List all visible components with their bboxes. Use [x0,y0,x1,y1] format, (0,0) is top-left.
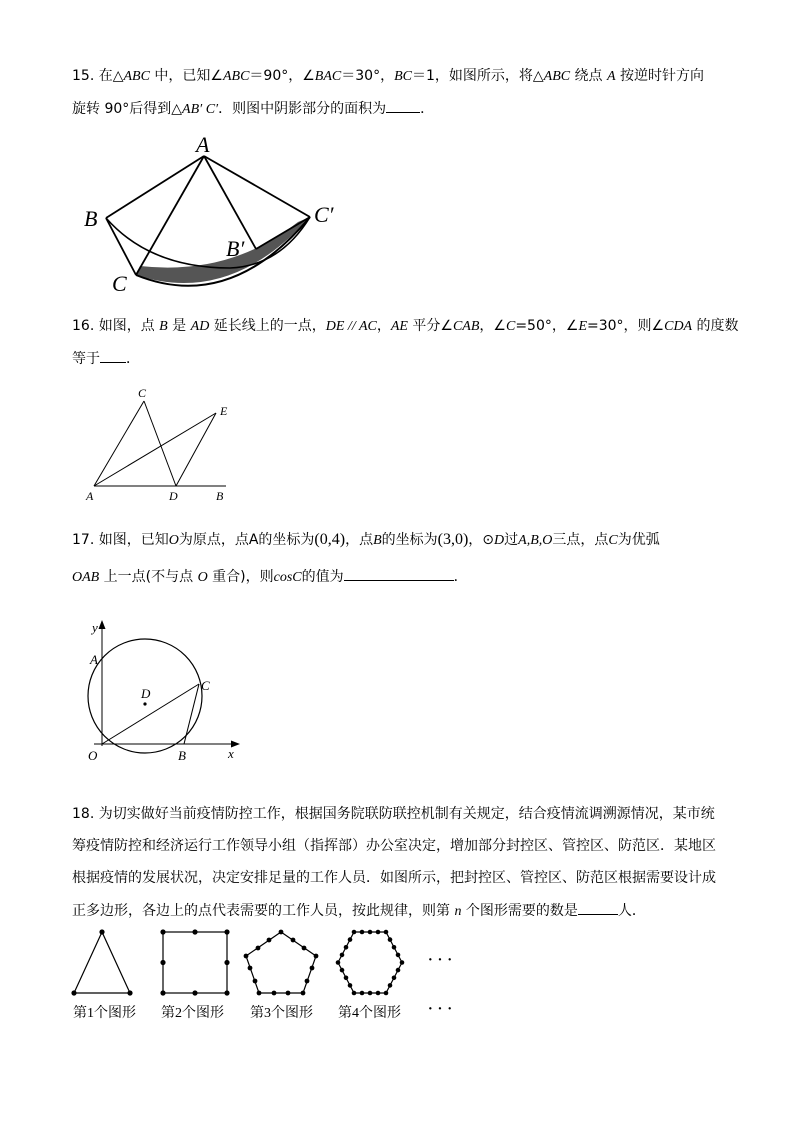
chord-OC [102,684,199,744]
label-C: C [112,271,127,296]
q16-math: DE // AC [325,319,377,334]
q17-text: ，点 [345,532,374,548]
dot [127,990,132,995]
q17-text: ，⊙ [468,532,495,548]
q15-text: 旋转 90°后得到△ [72,101,183,117]
q18-line-2 [72,836,716,856]
ellipsis: ··· [427,949,456,971]
caption-4: 第4个图形 [338,1006,401,1021]
label-A: A [90,652,98,667]
q15-text: ＝90°，∠ [249,68,315,84]
polygon-hexagon [338,932,402,993]
q17-math: O [168,533,179,548]
q15-text: ＝30°， [341,68,395,84]
q15-text: 中，已知∠ [149,68,223,84]
q16-text: 如图，点 [98,318,160,334]
q15-text: 按逆时针方向 [615,68,705,84]
q15-text: 在△ [98,68,124,84]
caption-3: 第3个图形 [250,1006,313,1021]
q16-text: 延长线上的一点， [209,318,326,334]
q17-math: A,B,O [518,533,553,548]
q18-line-4 [72,900,646,922]
q15-math: ABC [123,69,150,84]
answer-blank [100,348,126,363]
q18-text: 根据疫情的发展状况，决定安排足量的工作人员．如图所示，把封控区、管控区、防范区根据需要设计成 [72,870,716,886]
chord-CB [184,684,199,744]
q17-figure [84,616,254,766]
q16-figure [80,380,240,505]
label-B: B [84,206,98,231]
pentagon-dots [244,930,319,996]
q15-text: ．则图中阴影部分的面积为 [218,101,387,117]
polygon-triangle [74,932,130,993]
q15-math: ABC [222,69,250,84]
q17-text: 的坐标为 [381,532,438,548]
q17-math: (3,0) [437,531,469,548]
point-D [143,702,146,705]
q16-math: AE [390,319,408,334]
q15-figure [80,128,350,298]
answer-blank [344,566,454,581]
label-E: E [220,404,228,418]
caption-2: 第2个图形 [161,1006,224,1021]
q16-math: CAB [452,319,480,334]
q16-number: 16. [72,318,95,334]
q17-text: ． [453,569,468,585]
q16-text: ， [376,318,391,334]
q18-number: 18. [72,806,95,822]
q16-math: B [159,319,168,334]
q15-math: AB′ C′ [182,102,219,117]
q16-line-2 [72,348,140,369]
q15-line-2 [72,98,434,120]
label-A: A [86,489,94,503]
y-arrow [99,620,106,629]
label-A: A [196,132,210,157]
segment-AC1 [204,156,310,217]
polygon-pentagon [246,932,316,993]
label-C: C [138,386,147,400]
q18-line-3 [72,868,716,888]
q16-text: ，∠ [479,318,506,334]
q16-line-1 [72,316,739,337]
q15-math: A [607,69,616,84]
q16-math: CDA [664,319,693,334]
hexagon-dots [336,930,405,996]
q17-text: 上一点(不与点 [99,569,198,585]
q18-text: 个图形需要的数是 [461,903,578,919]
q17-text: 重合)，则 [207,569,274,585]
q16-text: 的度数 [692,318,739,334]
q18-text: 为切实做好当前疫情防控工作，根据国务院联防联控机制有关规定，结合疫情流调溯源情况，某市统 [98,806,715,822]
q15-text: ． [420,101,435,117]
q17-math: O [197,570,208,585]
q16-text: ． [126,351,140,367]
segment-AB [106,156,204,218]
q16-text: 等于 [72,351,100,367]
label-D: D [141,686,151,701]
label-B: B [178,748,186,763]
q15-text: 绕点 [570,68,608,84]
q17-math: D [494,533,505,548]
q18-text: 筹疫情防控和经济运行工作领导小组（指挥部）办公室决定，增加部分封控区、管控区、防范区．某地区 [72,838,716,854]
q18-figure [60,920,480,1010]
q16-text: 平分∠ [407,318,453,334]
line-AE [94,413,216,486]
q17-math: OAB [72,570,100,585]
q18-text: 人． [617,903,646,919]
line-AC [94,401,144,486]
dot [71,990,76,995]
q18-text: 正多边形，各边上的点代表需要的工作人员，按此规律，则第 [72,903,455,919]
q15-math: BC [394,69,412,84]
segment-AC [136,156,204,275]
label-y: y [92,620,98,635]
q17-math: C [608,533,618,548]
label-D: D [169,489,178,503]
q17-text: 三点，点 [552,532,609,548]
q15-number: 15. [72,68,95,84]
q16-text: =30°，则∠ [587,318,665,334]
q17-line-2 [72,566,468,588]
q17-text: 过 [504,532,519,548]
shaded-region-fill [136,217,310,283]
label-O: O [88,748,98,763]
polygon-square [163,932,227,993]
q16-text: =50°，∠ [515,318,579,334]
q15-line-1 [72,66,704,87]
answer-blank [578,900,618,915]
q17-math: (0,4) [314,531,346,548]
q15-text: ＝1，如图所示，将△ [411,68,544,84]
q17-text: 如图，已知 [98,532,169,548]
label-B1: B′ [226,236,245,261]
caption-1: 第1个图形 [73,1006,136,1021]
q16-math: AD [190,319,210,334]
line-CD [144,401,176,486]
label-C1: C′ [314,202,334,227]
dot [99,929,104,934]
q16-math: E [578,319,587,334]
square-dots [160,929,229,995]
caption-ellipsis: ··· [427,998,456,1020]
label-B: B [216,489,224,503]
q15-math: BAC [314,69,342,84]
q17-math: cosC [273,570,302,585]
label-C: C [201,678,210,693]
q15-math: ABC [543,69,571,84]
answer-blank [386,98,420,113]
q17-line-1 [72,530,660,551]
label-x: x [228,746,234,761]
q17-math: B [373,533,382,548]
q16-text: 是 [167,318,191,334]
q18-math: n [454,904,462,919]
line-DE [176,413,216,486]
q18-line-1 [72,804,715,824]
q16-math: C [505,319,516,334]
q17-text: 的值为 [301,569,344,585]
q17-number: 17. [72,532,95,548]
q17-text: 为原点，点A的坐标为 [178,532,315,548]
q17-text: 为优弧 [617,532,660,548]
segment-BC [106,218,136,275]
